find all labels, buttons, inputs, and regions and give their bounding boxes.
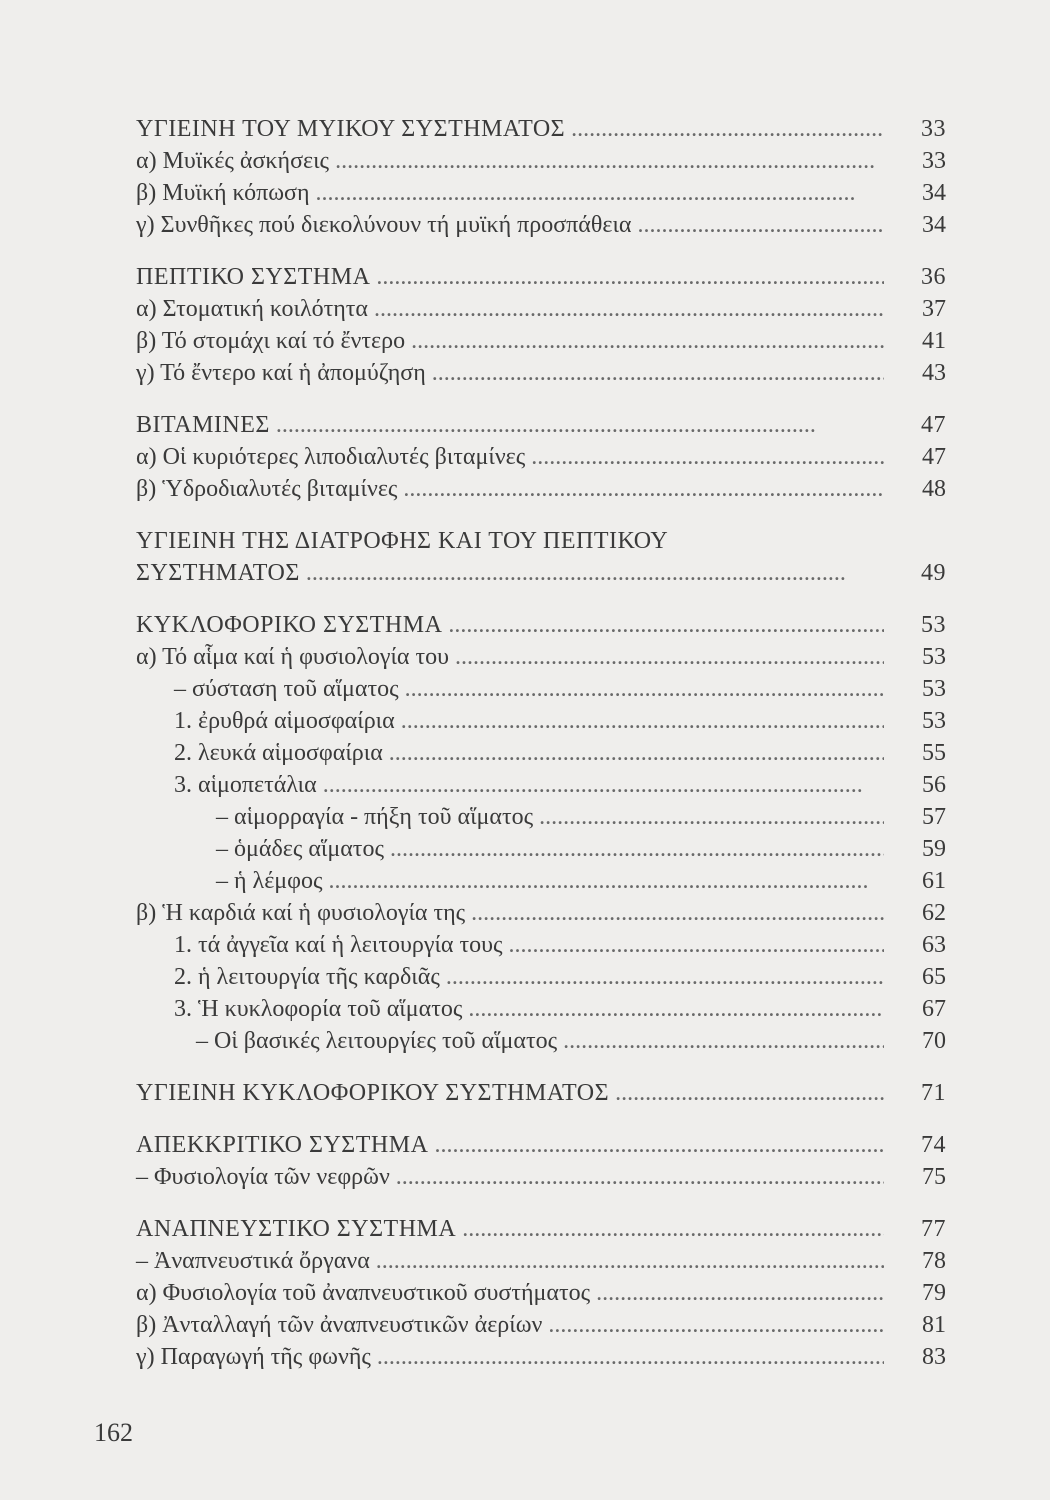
toc-entry-title: 1. τά ἀγγεῖα καί ἡ λειτουργία τους (174, 932, 503, 958)
toc-entry (136, 261, 946, 293)
toc-entry (136, 441, 946, 473)
toc-entry (136, 897, 946, 929)
toc-entry-page: 78 (922, 1248, 946, 1274)
toc-entry-title: β) Ἡ καρδιά καί ἡ φυσιολογία της (136, 900, 466, 926)
toc-entry-page: 70 (922, 1028, 946, 1054)
dot-leader (446, 961, 884, 993)
toc-entry (136, 1025, 946, 1057)
toc-entry (136, 1213, 946, 1245)
toc-entry (136, 705, 946, 737)
dot-leader (389, 737, 884, 769)
dot-leader (468, 993, 884, 1025)
toc-entry (136, 769, 946, 801)
toc-entry-page: 63 (922, 932, 946, 958)
dot-leader (377, 1341, 884, 1373)
toc-entry-page: 83 (922, 1344, 946, 1370)
toc-entry-page: 48 (922, 476, 946, 502)
dot-leader (448, 609, 884, 641)
toc-entry (136, 177, 946, 209)
toc-entry-title: – αἱμορραγία - πήξη τοῦ αἵματος (216, 804, 534, 830)
toc-entry-title: α) Οἱ κυριότερες λιποδιαλυτές βιταμίνες (136, 444, 526, 470)
toc-entry-page: 34 (922, 212, 946, 238)
toc-entry-title: 2. λευκά αἱμοσφαίρια (174, 740, 383, 766)
toc-entry-page: 71 (921, 1080, 946, 1106)
toc-entry (136, 525, 946, 557)
toc-entry (136, 293, 946, 325)
toc-entry-title: – ἡ λέμφος (216, 868, 323, 894)
section-gap (136, 1057, 946, 1077)
toc-entry-title: β) Ἀνταλλαγή τῶν ἀναπνευστικῶν ἀερίων (136, 1312, 543, 1338)
toc-entry (136, 1077, 946, 1109)
dot-leader (401, 705, 884, 737)
toc-entry-page: 53 (922, 644, 946, 670)
toc-entry-page: 53 (922, 708, 946, 734)
toc-entry-page: 77 (921, 1216, 946, 1242)
toc-entry-title: ΥΓΙΕΙΝΗ ΤΟΥ ΜΥΙΚΟΥ ΣΥΣΤΗΜΑΤΟΣ (136, 116, 566, 142)
toc-entry (136, 865, 946, 897)
dot-leader (471, 897, 884, 929)
toc-entry (136, 609, 946, 641)
toc-entry-title: ΠΕΠΤΙΚΟ ΣΥΣΤΗΜΑ (136, 264, 371, 290)
section-gap (136, 1109, 946, 1129)
toc-entry-page: 34 (922, 180, 946, 206)
toc-entry-page: 81 (922, 1312, 946, 1338)
toc-entry-title: ΣΥΣΤΗΜΑΤΟΣ (136, 560, 300, 586)
toc-entry (136, 325, 946, 357)
dot-leader (306, 557, 884, 589)
dot-leader (571, 113, 884, 145)
toc-entry (136, 801, 946, 833)
page-number: 162 (94, 1418, 133, 1447)
toc-entry-title: 3. Ἡ κυκλοφορία τοῦ αἵματος (174, 996, 463, 1022)
section-gap (136, 389, 946, 409)
dot-leader (276, 409, 884, 441)
toc-entry (136, 961, 946, 993)
toc-entry (136, 929, 946, 961)
dot-leader (548, 1309, 884, 1341)
dot-leader (531, 441, 884, 473)
section-gap (136, 505, 946, 525)
dot-leader (563, 1025, 884, 1057)
toc-entry (136, 1309, 946, 1341)
toc-entry (136, 737, 946, 769)
toc-entry-title: γ) Παραγωγή τῆς φωνῆς (136, 1344, 371, 1370)
toc-entry-title: β) Τό στομάχι καί τό ἔντερο (136, 328, 406, 354)
toc-entry-title: – Φυσιολογία τῶν νεφρῶν (136, 1164, 390, 1190)
toc-entry (136, 557, 946, 589)
toc-entry-page: 62 (922, 900, 946, 926)
dot-leader (316, 177, 885, 209)
toc-entry-title: 2. ἡ λειτουργία τῆς καρδιᾶς (174, 964, 440, 990)
dot-leader (403, 473, 884, 505)
toc-entry (136, 409, 946, 441)
toc-entry-title: γ) Συνθῆκες πού διεκολύνουν τή μυϊκή προσπάθεια (136, 212, 632, 238)
toc-entry-title: γ) Τό ἔντερο καί ἡ ἀπομύζηση (136, 360, 426, 386)
toc-entry-title: ΑΠΕΚΚΡΙΤΙΚΟ ΣΥΣΤΗΜΑ (136, 1132, 429, 1158)
toc-entry-title: ΑΝΑΠΝΕΥΣΤΙΚΟ ΣΥΣΤΗΜΑ (136, 1216, 457, 1242)
dot-leader (434, 1129, 884, 1161)
toc-entry-page: 74 (921, 1132, 946, 1158)
toc-entry-page: 59 (922, 836, 946, 862)
dot-leader (405, 673, 884, 705)
dot-leader (376, 261, 884, 293)
section-gap (136, 589, 946, 609)
toc-entry-page: 41 (922, 328, 946, 354)
toc-entry (136, 473, 946, 505)
toc-entry-page: 36 (921, 264, 946, 290)
toc-entry-title: α) Φυσιολογία τοῦ ἀναπνευστικοῦ συστήματος (136, 1280, 591, 1306)
toc-entry-page: 43 (922, 360, 946, 386)
dot-leader (376, 1245, 884, 1277)
toc-entry (136, 993, 946, 1025)
toc-entry (136, 145, 946, 177)
toc-entry-page: 33 (921, 116, 946, 142)
dot-leader (615, 1077, 884, 1109)
dot-leader (335, 145, 884, 177)
toc-entry-title: ΥΓΙΕΙΝΗ ΤΗΣ ΔΙΑΤΡΟΦΗΣ ΚΑΙ ΤΟΥ ΠΕΠΤΙΚΟΥ (136, 528, 669, 554)
dot-leader (323, 769, 884, 801)
table-of-contents (136, 113, 946, 1373)
dot-leader (455, 641, 884, 673)
toc-entry-title: – ὁμάδες αἵματος (216, 836, 384, 862)
toc-entry-title: – Οἱ βασικές λειτουργίες τοῦ αἵματος (196, 1028, 558, 1054)
toc-entry-page: 65 (922, 964, 946, 990)
toc-entry (136, 1161, 946, 1193)
section-gap (136, 1193, 946, 1213)
toc-entry-page: 47 (922, 444, 946, 470)
dot-leader (539, 801, 884, 833)
toc-entry (136, 673, 946, 705)
dot-leader (509, 929, 884, 961)
toc-entry (136, 641, 946, 673)
toc-entry (136, 113, 946, 145)
toc-entry-page: 56 (922, 772, 946, 798)
toc-entry-title: 1. ἐρυθρά αἱμοσφαίρια (174, 708, 395, 734)
toc-entry-title: ΒΙΤΑΜΙΝΕΣ (136, 412, 270, 438)
toc-entry-page: 67 (922, 996, 946, 1022)
toc-entry (136, 1341, 946, 1373)
toc-entry-title: 3. αἱμοπετάλια (174, 772, 317, 798)
toc-entry-page: 53 (921, 612, 946, 638)
toc-entry-title: α) Στοματική κοιλότητα (136, 296, 369, 322)
toc-entry-title: β) Μυϊκή κόπωση (136, 180, 310, 206)
toc-entry-title: α) Τό αἷμα καί ἡ φυσιολογία του (136, 644, 450, 670)
toc-entry-title: – Ἀναπνευστικά ὄργανα (136, 1248, 370, 1274)
toc-entry-title: ΥΓΙΕΙΝΗ ΚΥΚΛΟΦΟΡΙΚΟΥ ΣΥΣΤΗΜΑΤΟΣ (136, 1080, 610, 1106)
toc-entry (136, 357, 946, 389)
dot-leader (596, 1277, 884, 1309)
dot-leader (637, 209, 884, 241)
toc-entry-page: 37 (922, 296, 946, 322)
toc-entry-title: ΚΥΚΛΟΦΟΡΙΚΟ ΣΥΣΤΗΜΑ (136, 612, 443, 638)
dot-leader (374, 293, 884, 325)
toc-entry-page: 49 (921, 560, 946, 586)
toc-entry-title: α) Μυϊκές ἀσκήσεις (136, 148, 330, 174)
toc-entry-page: 53 (922, 676, 946, 702)
toc-entry (136, 1277, 946, 1309)
toc-entry-page: 33 (922, 148, 946, 174)
dot-leader (329, 865, 885, 897)
toc-entry-page: 55 (922, 740, 946, 766)
dot-leader (411, 325, 884, 357)
toc-entry-title: – σύσταση τοῦ αἵματος (174, 676, 399, 702)
toc-entry-page: 57 (922, 804, 946, 830)
dot-leader (390, 833, 884, 865)
toc-entry-page: 47 (921, 412, 946, 438)
toc-entry-page: 79 (922, 1280, 946, 1306)
toc-entry-page: 61 (922, 868, 946, 894)
dot-leader (462, 1213, 884, 1245)
dot-leader (396, 1161, 884, 1193)
toc-entry (136, 833, 946, 865)
toc-entry-page: 75 (922, 1164, 946, 1190)
dot-leader (432, 357, 884, 389)
toc-entry (136, 1245, 946, 1277)
toc-entry (136, 209, 946, 241)
toc-entry (136, 1129, 946, 1161)
section-gap (136, 241, 946, 261)
toc-entry-title: β) Ὑδροδιαλυτές βιταμίνες (136, 476, 398, 502)
